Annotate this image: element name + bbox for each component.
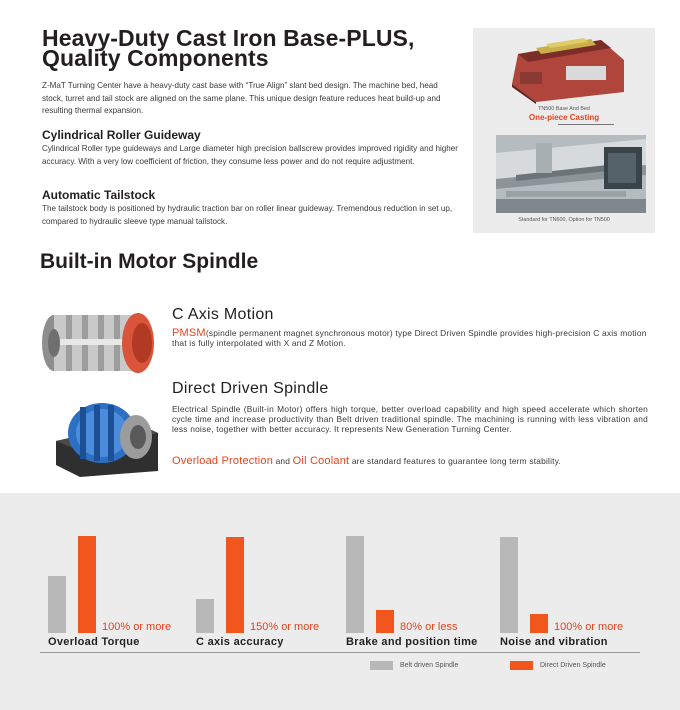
pmsm-label: PMSM — [172, 327, 206, 339]
guideway-heading: Cylindrical Roller Guideway — [42, 128, 201, 142]
belt-bar-2 — [196, 599, 214, 633]
legend-swatch-direct — [510, 661, 533, 670]
chart-baseline — [40, 652, 640, 653]
tailstock-heading: Automatic Tailstock — [42, 188, 156, 202]
category-label-4: Noise and vibration — [500, 636, 608, 648]
improvement-label-4: 100% or more — [554, 621, 624, 633]
belt-bar-4 — [500, 537, 518, 633]
guideway-bed-image — [496, 135, 646, 213]
c-axis-paragraph — [172, 328, 648, 348]
base-caption: TN500 Base And Bed — [538, 106, 590, 112]
improvement-label-1: 100% or more — [102, 621, 172, 633]
comparison-chart — [0, 493, 680, 710]
c-axis-spindle-image — [38, 305, 160, 379]
bed-caption: Standard for TN600, Option for TN500 — [518, 217, 610, 223]
direct-spindle-image — [50, 393, 160, 477]
caption-underline — [558, 124, 614, 125]
category-label-3: Brake and position time — [346, 636, 478, 648]
page-title-line1: Heavy-Duty Cast Iron Base-PLUS, — [42, 25, 415, 51]
overload-protection-label: Overload Protection — [172, 455, 274, 467]
direct-spindle-paragraph: Electrical Spindle (Built-in Motor) offers high torque, better overload capability and high speed accelerate which shorten cycle time and increase productivity than Belt driven traditional spindle. The machining is running with less vibration and less noise, together with better accuracy. It represents New Generation Turning Center. — [172, 404, 648, 434]
guideway-paragraph: Cylindrical Roller type guideways and Large diameter high precision ballscrew provides improved rigidity and higher accuracy. With a very low coefficient of friction, they consume less power and do not require adjustment. — [42, 144, 458, 166]
standard-features-text: are standard features to guarantee long term stability. — [351, 456, 561, 466]
category-label-1: Overload Torque — [48, 636, 140, 648]
direct-bar-3 — [376, 610, 394, 633]
belt-bar-1 — [48, 576, 66, 633]
intro-paragraph: Z-MaT Turning Center have a heavy-duty cast base with “True Align” slant bed design. The machine bed, head stock, turret and tail stock are aligned on the same plane. This unique design feature reduces heat build-up and resulting thermal expansion. — [42, 81, 441, 115]
and-text: and — [275, 456, 291, 466]
legend-label-direct: Direct Driven Spindle — [540, 662, 606, 669]
legend-label-belt: Belt driven Spindle — [400, 662, 459, 669]
tailstock-paragraph: The tailstock body is positioned by hydraulic traction bar on roller linear guideway. Tremendous reduction in set up, compared to hydraulic sleeve type manual tailstock. — [42, 204, 453, 226]
page-title-line2: Quality Components — [42, 45, 269, 71]
belt-bar-3 — [346, 536, 364, 633]
direct-bar-2 — [226, 537, 244, 633]
base-highlight: One-piece Casting — [528, 113, 600, 122]
direct-bar-1 — [78, 536, 96, 633]
oil-coolant-label: Oil Coolant — [292, 455, 350, 467]
c-axis-heading: C Axis Motion — [172, 306, 274, 323]
improvement-label-3: 80% or less — [400, 621, 458, 633]
c-axis-text: (spindle permanent magnet synchronous motor) type Direct Driven Spindle provides high-precision C axis motion that is fully interpolated with X and Z Motion. — [172, 328, 647, 348]
section-title-spindle: Built-in Motor Spindle — [40, 250, 259, 273]
category-label-2: C axis accuracy — [196, 636, 284, 648]
improvement-label-2: 150% or more — [250, 621, 320, 633]
legend-swatch-belt — [370, 661, 393, 670]
standard-features-line — [172, 456, 648, 466]
machine-base-image — [506, 32, 626, 104]
direct-spindle-heading: Direct Driven Spindle — [172, 380, 329, 397]
direct-bar-4 — [530, 614, 548, 633]
